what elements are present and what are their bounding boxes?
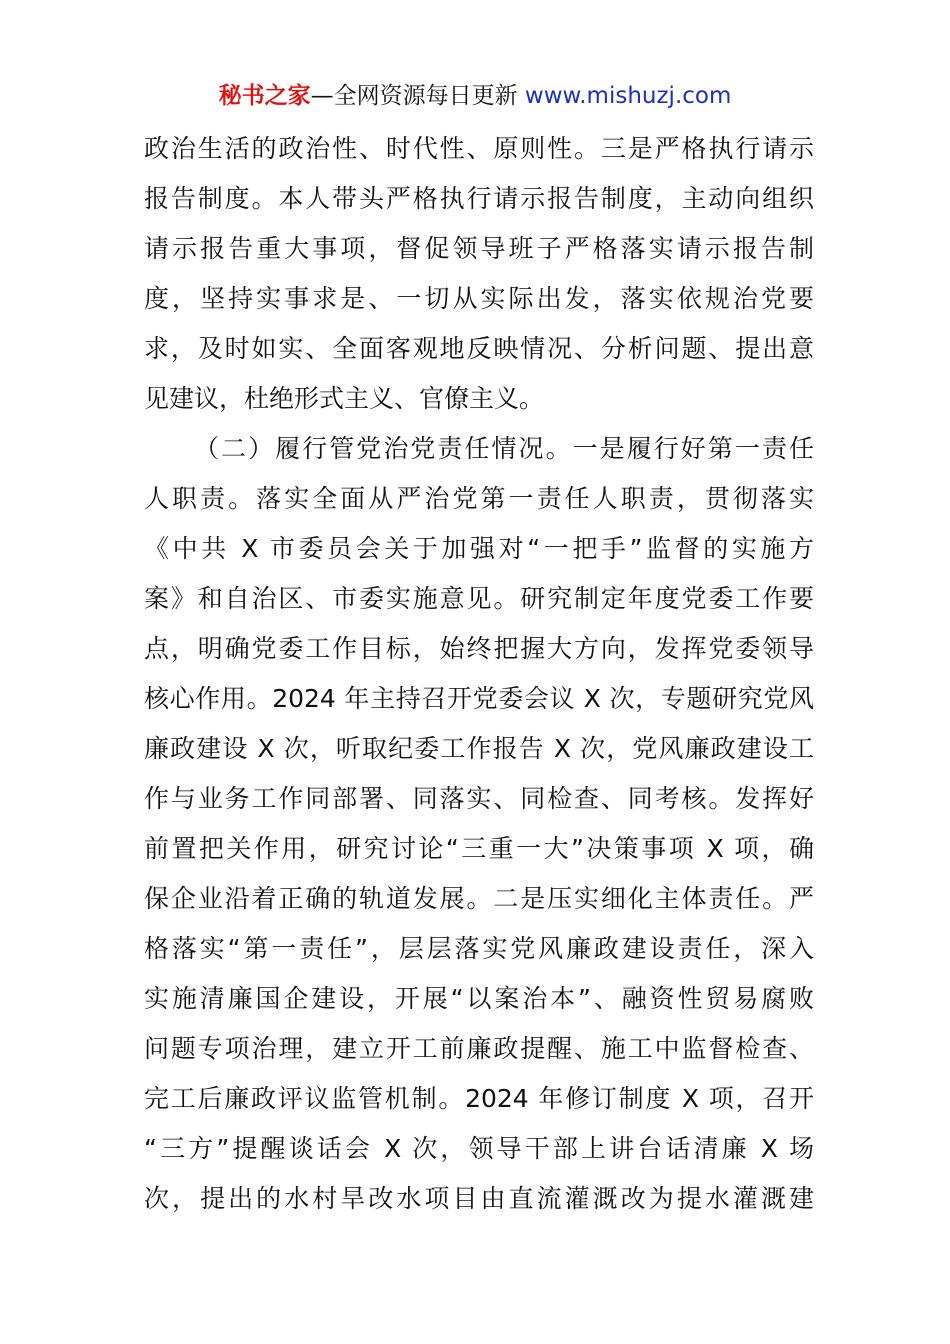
text-line: 求，及时如实、全面客观地反映情况、分析问题、提出意	[144, 334, 814, 363]
text-line: 点，明确党委工作目标，始终把握大方向，发挥党委领导	[144, 634, 814, 663]
header-tagline: —全网资源每日更新	[310, 83, 518, 109]
text-line: 核心作用。2024 年主持召开党委会议 X 次，专题研究党风	[144, 684, 814, 713]
text-line: 人职责。落实全面从严治党第一责任人职责，贯彻落实	[144, 484, 814, 513]
text-line: 问题专项治理，建立开工前廉政提醒、施工中监督检查、	[144, 1034, 814, 1063]
page-header	[0, 80, 950, 112]
text-line: 政治生活的政治性、时代性、原则性。三是严格执行请示	[144, 134, 814, 163]
text-line: “三方”提醒谈话会 X 次，领导干部上讲台话清廉 X 场	[144, 1134, 814, 1163]
text-line: 请示报告重大事项，督促领导班子严格落实请示报告制	[144, 234, 814, 263]
text-line: 《中共 X 市委员会关于加强对“一把手”监督的实施方	[144, 534, 814, 563]
text-line: 度，坚持实事求是、一切从实际出发，落实依规治党要	[144, 284, 814, 313]
text-line: 廉政建设 X 次，听取纪委工作报告 X 次，党风廉政建设工	[144, 734, 814, 763]
text-line: 保企业沿着正确的轨道发展。二是压实细化主体责任。严	[144, 884, 814, 913]
document-body	[144, 124, 814, 1224]
text-line: 前置把关作用，研究讨论“三重一大”决策事项 X 项，确	[144, 834, 814, 863]
text-line: 案》和自治区、市委实施意见。研究制定年度党委工作要	[144, 584, 814, 613]
text-line: 实施清廉国企建设，开展“以案治本”、融资性贸易腐败	[144, 984, 814, 1013]
text-line: 见建议，杜绝形式主义、官僚主义。	[144, 384, 545, 413]
text-line: 格落实“第一责任”，层层落实党风廉政建设责任，深入	[144, 934, 814, 963]
text-line: 完工后廉政评议监管机制。2024 年修订制度 X 项，召开	[144, 1084, 814, 1113]
text-line: 作与业务工作同部署、同落实、同检查、同考核。发挥好	[144, 784, 814, 813]
text-line: 报告制度。本人带头严格执行请示报告制度，主动向组织	[144, 184, 814, 213]
header-brand: 秘书之家	[218, 83, 311, 109]
text-line: 次，提出的水村旱改水项目由直流灌溉改为提水灌溉建	[144, 1184, 814, 1213]
paragraph-start-line: （二）履行管党治党责任情况。一是履行好第一责任	[194, 434, 814, 463]
header-url-link[interactable]: www.mishuzj.com	[524, 83, 732, 109]
